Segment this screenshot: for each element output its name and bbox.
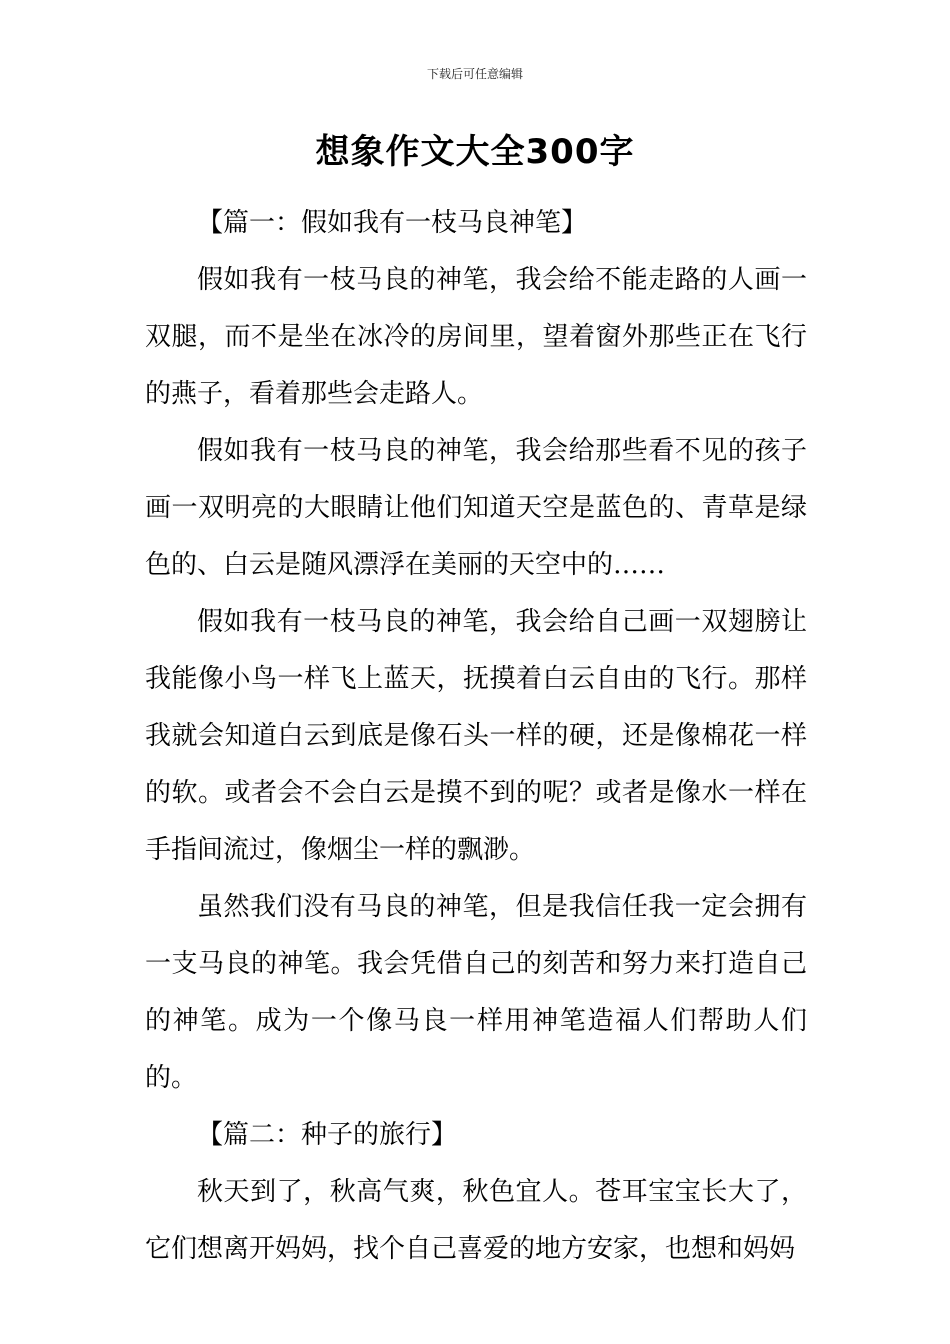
paragraph: 假如我有一枝马良的神笔，我会给那些看不见的孩子画一双明亮的大眼睛让他们知道天空是蓝色的、青草是绿色的、白云是随风漂浮在美丽的天空中的…… (145, 436, 807, 580)
paragraph: 虽然我们没有马良的神笔，但是我信任我一定会拥有一支马良的神笔。我会凭借自己的刻苦和努力来打造自己的神笔。成为一个像马良一样用神笔造福人们帮助人们的。 (145, 892, 807, 1093)
paragraph: 假如我有一枝马良的神笔，我会给自己画一双翅膀让我能像小鸟一样飞上蓝天，抚摸着白云自由的飞行。那样我就会知道白云到底是像石头一样的硬，还是像棉花一样的软。或者会不会白云是摸不到的呢？或者是像水一样在手指间流过，像烟尘一样的飘渺。 (145, 607, 807, 865)
document-title: 想象作文大全300字 (315, 132, 635, 172)
section-heading-1: 【篇一：假如我有一枝马良神笔】 (197, 208, 588, 238)
header-note: 下载后可任意编辑 (426, 67, 523, 81)
paragraph: 假如我有一枝马良的神笔，我会给不能走路的人画一双腿，而不是坐在冰冷的房间里，望着窗外那些正在飞行的燕子，看着那些会走路人。 (145, 265, 807, 409)
section-heading-2: 【篇二：种子的旅行】 (197, 1120, 458, 1150)
paragraph: 秋天到了，秋高气爽，秋色宜人。苍耳宝宝长大了，它们想离开妈妈，找个自己喜爱的地方安家，也想和妈妈 (145, 1177, 807, 1264)
document-body (145, 195, 807, 1278)
